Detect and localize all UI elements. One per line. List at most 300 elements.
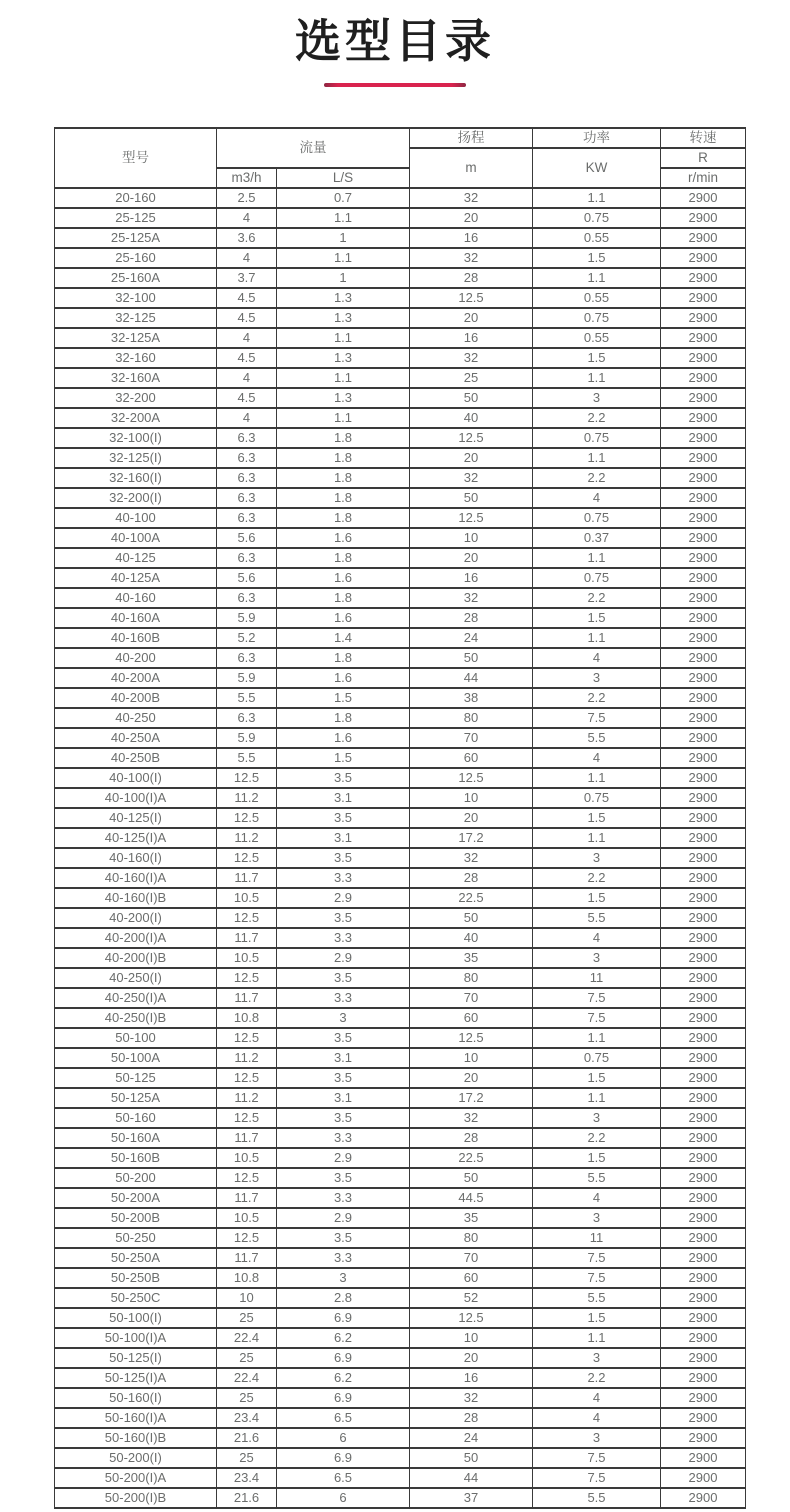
cell-power-kw: 5.5	[533, 1488, 661, 1508]
cell-model: 40-160	[55, 588, 217, 608]
cell-flow-m3h: 4	[217, 248, 277, 268]
cell-speed-rmin: 2900	[661, 1208, 746, 1228]
cell-flow-m3h: 6.3	[217, 508, 277, 528]
cell-power-kw: 3	[533, 1428, 661, 1448]
cell-flow-m3h: 11.2	[217, 1088, 277, 1108]
cell-power-kw: 3	[533, 1208, 661, 1228]
cell-flow-ls: 1.1	[277, 408, 410, 428]
cell-model: 40-100(I)A	[55, 788, 217, 808]
cell-model: 40-160(I)A	[55, 868, 217, 888]
table-row	[55, 428, 746, 448]
cell-flow-ls: 3.5	[277, 968, 410, 988]
cell-head-m: 16	[410, 328, 533, 348]
cell-flow-ls: 1.3	[277, 288, 410, 308]
cell-flow-ls: 1.3	[277, 308, 410, 328]
cell-head-m: 12.5	[410, 768, 533, 788]
cell-flow-m3h: 4	[217, 328, 277, 348]
cell-model: 50-100(I)	[55, 1308, 217, 1328]
cell-head-m: 37	[410, 1488, 533, 1508]
cell-model: 25-125A	[55, 228, 217, 248]
cell-model: 50-200	[55, 1168, 217, 1188]
cell-flow-m3h: 5.6	[217, 568, 277, 588]
unit-power-kw: KW	[533, 148, 661, 188]
cell-head-m: 20	[410, 1348, 533, 1368]
cell-speed-rmin: 2900	[661, 468, 746, 488]
cell-flow-m3h: 6.3	[217, 588, 277, 608]
cell-speed-rmin: 2900	[661, 388, 746, 408]
cell-flow-m3h: 11.7	[217, 988, 277, 1008]
cell-model: 50-200(I)B	[55, 1488, 217, 1508]
cell-flow-ls: 3.5	[277, 1028, 410, 1048]
column-header-power: 功率	[533, 128, 661, 148]
cell-flow-m3h: 11.7	[217, 1188, 277, 1208]
cell-power-kw: 0.55	[533, 328, 661, 348]
table-row	[55, 708, 746, 728]
cell-head-m: 52	[410, 1288, 533, 1308]
cell-head-m: 32	[410, 1108, 533, 1128]
cell-model: 32-200(I)	[55, 488, 217, 508]
table-row	[55, 288, 746, 308]
cell-flow-ls: 2.8	[277, 1288, 410, 1308]
cell-flow-m3h: 5.9	[217, 728, 277, 748]
cell-model: 32-200A	[55, 408, 217, 428]
table-row	[55, 1088, 746, 1108]
cell-head-m: 50	[410, 1168, 533, 1188]
cell-speed-rmin: 2900	[661, 1408, 746, 1428]
cell-power-kw: 3	[533, 848, 661, 868]
cell-model: 40-160(I)B	[55, 888, 217, 908]
unit-speed-rmin: r/min	[661, 168, 746, 188]
cell-speed-rmin: 2900	[661, 368, 746, 388]
cell-power-kw: 1.1	[533, 188, 661, 208]
table-row	[55, 628, 746, 648]
cell-flow-m3h: 10.5	[217, 1208, 277, 1228]
cell-speed-rmin: 2900	[661, 308, 746, 328]
cell-flow-ls: 1.6	[277, 608, 410, 628]
cell-model: 40-250B	[55, 748, 217, 768]
table-row	[55, 208, 746, 228]
cell-head-m: 40	[410, 408, 533, 428]
cell-model: 40-125(I)	[55, 808, 217, 828]
cell-speed-rmin: 2900	[661, 348, 746, 368]
cell-flow-m3h: 3.6	[217, 228, 277, 248]
cell-head-m: 12.5	[410, 1308, 533, 1328]
cell-model: 40-250	[55, 708, 217, 728]
cell-flow-m3h: 12.5	[217, 1228, 277, 1248]
cell-flow-ls: 6	[277, 1428, 410, 1448]
cell-speed-rmin: 2900	[661, 728, 746, 748]
cell-head-m: 80	[410, 708, 533, 728]
cell-power-kw: 7.5	[533, 708, 661, 728]
cell-power-kw: 4	[533, 1188, 661, 1208]
cell-head-m: 50	[410, 488, 533, 508]
cell-head-m: 50	[410, 1448, 533, 1468]
cell-speed-rmin: 2900	[661, 1248, 746, 1268]
table-row	[55, 1428, 746, 1448]
cell-head-m: 50	[410, 908, 533, 928]
table-row	[55, 908, 746, 928]
cell-head-m: 80	[410, 968, 533, 988]
cell-flow-m3h: 12.5	[217, 1028, 277, 1048]
cell-model: 40-200(I)B	[55, 948, 217, 968]
cell-flow-ls: 3.5	[277, 1068, 410, 1088]
cell-power-kw: 5.5	[533, 1288, 661, 1308]
cell-model: 40-200(I)	[55, 908, 217, 928]
table-row	[55, 228, 746, 248]
table-row	[55, 1488, 746, 1508]
cell-flow-m3h: 4.5	[217, 288, 277, 308]
cell-model: 25-160	[55, 248, 217, 268]
cell-power-kw: 2.2	[533, 1368, 661, 1388]
cell-flow-ls: 3.5	[277, 1108, 410, 1128]
cell-model: 32-100(I)	[55, 428, 217, 448]
table-row	[55, 728, 746, 748]
cell-flow-ls: 3.3	[277, 1128, 410, 1148]
cell-head-m: 10	[410, 1328, 533, 1348]
pump-selection-table	[54, 127, 746, 1509]
cell-speed-rmin: 2900	[661, 1268, 746, 1288]
cell-model: 50-125(I)A	[55, 1368, 217, 1388]
cell-head-m: 16	[410, 1368, 533, 1388]
cell-head-m: 44	[410, 668, 533, 688]
cell-power-kw: 2.2	[533, 468, 661, 488]
cell-model: 40-250A	[55, 728, 217, 748]
table-row	[55, 1048, 746, 1068]
cell-flow-m3h: 21.6	[217, 1488, 277, 1508]
cell-model: 50-125(I)	[55, 1348, 217, 1368]
cell-head-m: 28	[410, 268, 533, 288]
unit-flow-ls: L/S	[277, 168, 410, 188]
cell-flow-ls: 6.9	[277, 1388, 410, 1408]
cell-head-m: 20	[410, 548, 533, 568]
cell-speed-rmin: 2900	[661, 1068, 746, 1088]
table-row	[55, 1328, 746, 1348]
cell-speed-rmin: 2900	[661, 508, 746, 528]
cell-head-m: 20	[410, 808, 533, 828]
table-row	[55, 1128, 746, 1148]
cell-speed-rmin: 2900	[661, 248, 746, 268]
cell-power-kw: 1.1	[533, 1088, 661, 1108]
cell-speed-rmin: 2900	[661, 1088, 746, 1108]
cell-model: 32-160A	[55, 368, 217, 388]
cell-head-m: 20	[410, 448, 533, 468]
table-row	[55, 828, 746, 848]
cell-model: 50-250A	[55, 1248, 217, 1268]
cell-speed-rmin: 2900	[661, 1328, 746, 1348]
cell-head-m: 50	[410, 648, 533, 668]
table-row	[55, 1228, 746, 1248]
cell-power-kw: 11	[533, 968, 661, 988]
cell-head-m: 32	[410, 848, 533, 868]
cell-flow-ls: 2.9	[277, 948, 410, 968]
cell-speed-rmin: 2900	[661, 268, 746, 288]
table-row	[55, 488, 746, 508]
cell-head-m: 60	[410, 1008, 533, 1028]
cell-head-m: 12.5	[410, 288, 533, 308]
cell-model: 32-160	[55, 348, 217, 368]
table-row	[55, 388, 746, 408]
cell-flow-m3h: 11.2	[217, 788, 277, 808]
cell-flow-ls: 6.5	[277, 1408, 410, 1428]
cell-flow-m3h: 6.3	[217, 708, 277, 728]
table-row	[55, 568, 746, 588]
cell-model: 40-100(I)	[55, 768, 217, 788]
cell-speed-rmin: 2900	[661, 1228, 746, 1248]
cell-flow-m3h: 23.4	[217, 1468, 277, 1488]
cell-flow-m3h: 11.7	[217, 1128, 277, 1148]
cell-model: 40-250(I)B	[55, 1008, 217, 1028]
table-row	[55, 528, 746, 548]
cell-power-kw: 1.5	[533, 888, 661, 908]
cell-flow-ls: 3.3	[277, 1248, 410, 1268]
cell-power-kw: 7.5	[533, 1468, 661, 1488]
table-row	[55, 508, 746, 528]
table-row	[55, 1028, 746, 1048]
cell-flow-ls: 1.8	[277, 488, 410, 508]
cell-speed-rmin: 2900	[661, 1448, 746, 1468]
cell-flow-ls: 3.1	[277, 788, 410, 808]
cell-flow-m3h: 10.5	[217, 1148, 277, 1168]
cell-flow-ls: 1.3	[277, 388, 410, 408]
cell-head-m: 17.2	[410, 828, 533, 848]
cell-flow-m3h: 12.5	[217, 1168, 277, 1188]
cell-model: 32-100	[55, 288, 217, 308]
title-divider-line	[324, 83, 466, 87]
cell-power-kw: 0.37	[533, 528, 661, 548]
cell-speed-rmin: 2900	[661, 488, 746, 508]
cell-flow-ls: 6.2	[277, 1368, 410, 1388]
cell-speed-rmin: 2900	[661, 588, 746, 608]
cell-flow-ls: 0.7	[277, 188, 410, 208]
table-row	[55, 408, 746, 428]
cell-flow-m3h: 25	[217, 1448, 277, 1468]
cell-flow-m3h: 6.3	[217, 428, 277, 448]
cell-power-kw: 5.5	[533, 728, 661, 748]
cell-speed-rmin: 2900	[661, 448, 746, 468]
cell-speed-rmin: 2900	[661, 988, 746, 1008]
cell-head-m: 25	[410, 368, 533, 388]
cell-flow-m3h: 3.7	[217, 268, 277, 288]
cell-head-m: 10	[410, 528, 533, 548]
cell-flow-ls: 1.8	[277, 508, 410, 528]
table-row	[55, 188, 746, 208]
table-row	[55, 588, 746, 608]
cell-flow-ls: 1.4	[277, 628, 410, 648]
cell-head-m: 32	[410, 348, 533, 368]
cell-speed-rmin: 2900	[661, 1368, 746, 1388]
cell-model: 40-250(I)	[55, 968, 217, 988]
cell-flow-m3h: 12.5	[217, 808, 277, 828]
cell-flow-ls: 3.1	[277, 828, 410, 848]
cell-speed-rmin: 2900	[661, 1028, 746, 1048]
cell-flow-m3h: 11.2	[217, 828, 277, 848]
cell-flow-ls: 1.8	[277, 448, 410, 468]
cell-power-kw: 1.1	[533, 828, 661, 848]
cell-flow-ls: 1.8	[277, 548, 410, 568]
cell-flow-m3h: 12.5	[217, 1108, 277, 1128]
cell-model: 32-125	[55, 308, 217, 328]
unit-flow-m3h: m3/h	[217, 168, 277, 188]
cell-flow-m3h: 22.4	[217, 1328, 277, 1348]
cell-flow-ls: 3.3	[277, 988, 410, 1008]
cell-head-m: 12.5	[410, 1028, 533, 1048]
cell-model: 50-160(I)A	[55, 1408, 217, 1428]
cell-speed-rmin: 2900	[661, 228, 746, 248]
cell-flow-ls: 3.5	[277, 808, 410, 828]
cell-flow-ls: 2.9	[277, 1148, 410, 1168]
table-row	[55, 688, 746, 708]
cell-speed-rmin: 2900	[661, 788, 746, 808]
cell-model: 50-160	[55, 1108, 217, 1128]
cell-model: 32-125(I)	[55, 448, 217, 468]
cell-model: 32-160(I)	[55, 468, 217, 488]
table-row	[55, 348, 746, 368]
cell-head-m: 32	[410, 468, 533, 488]
table-row	[55, 808, 746, 828]
table-row	[55, 328, 746, 348]
cell-head-m: 50	[410, 388, 533, 408]
cell-flow-m3h: 5.9	[217, 608, 277, 628]
cell-flow-m3h: 12.5	[217, 848, 277, 868]
table-row	[55, 1188, 746, 1208]
cell-power-kw: 1.5	[533, 608, 661, 628]
cell-model: 40-100	[55, 508, 217, 528]
table-row	[55, 1208, 746, 1228]
cell-flow-ls: 3.1	[277, 1088, 410, 1108]
cell-power-kw: 1.5	[533, 1068, 661, 1088]
cell-power-kw: 2.2	[533, 1128, 661, 1148]
table-row	[55, 768, 746, 788]
cell-model: 50-100	[55, 1028, 217, 1048]
table-row	[55, 1008, 746, 1028]
cell-flow-ls: 6.2	[277, 1328, 410, 1348]
cell-power-kw: 0.75	[533, 568, 661, 588]
cell-power-kw: 0.55	[533, 288, 661, 308]
cell-power-kw: 4	[533, 748, 661, 768]
cell-head-m: 24	[410, 1428, 533, 1448]
cell-flow-m3h: 6.3	[217, 448, 277, 468]
cell-speed-rmin: 2900	[661, 928, 746, 948]
cell-model: 50-200A	[55, 1188, 217, 1208]
cell-speed-rmin: 2900	[661, 688, 746, 708]
cell-power-kw: 2.2	[533, 688, 661, 708]
table-row	[55, 1148, 746, 1168]
cell-model: 40-100A	[55, 528, 217, 548]
cell-model: 40-200A	[55, 668, 217, 688]
table-body	[55, 188, 746, 1508]
cell-power-kw: 4	[533, 1408, 661, 1428]
cell-head-m: 60	[410, 748, 533, 768]
cell-power-kw: 1.1	[533, 368, 661, 388]
cell-speed-rmin: 2900	[661, 1308, 746, 1328]
cell-power-kw: 2.2	[533, 868, 661, 888]
cell-power-kw: 7.5	[533, 1008, 661, 1028]
unit-head-m: m	[410, 148, 533, 188]
cell-flow-m3h: 12.5	[217, 968, 277, 988]
cell-power-kw: 4	[533, 928, 661, 948]
cell-flow-m3h: 6.3	[217, 488, 277, 508]
cell-flow-m3h: 5.5	[217, 688, 277, 708]
cell-head-m: 60	[410, 1268, 533, 1288]
cell-flow-m3h: 10	[217, 1288, 277, 1308]
cell-power-kw: 0.75	[533, 428, 661, 448]
cell-flow-ls: 1.6	[277, 728, 410, 748]
cell-speed-rmin: 2900	[661, 408, 746, 428]
cell-flow-ls: 3.5	[277, 768, 410, 788]
table-header	[55, 128, 746, 188]
cell-flow-m3h: 11.7	[217, 928, 277, 948]
cell-flow-m3h: 11.2	[217, 1048, 277, 1068]
table-row	[55, 1388, 746, 1408]
table-row	[55, 848, 746, 868]
table-row	[55, 608, 746, 628]
cell-speed-rmin: 2900	[661, 1008, 746, 1028]
cell-power-kw: 11	[533, 1228, 661, 1248]
cell-power-kw: 3	[533, 388, 661, 408]
cell-power-kw: 3	[533, 1348, 661, 1368]
table-row	[55, 1068, 746, 1088]
cell-model: 50-160(I)	[55, 1388, 217, 1408]
cell-flow-ls: 3.5	[277, 908, 410, 928]
cell-flow-m3h: 4	[217, 408, 277, 428]
page-title: 选型目录	[295, 15, 495, 67]
cell-speed-rmin: 2900	[661, 848, 746, 868]
cell-flow-m3h: 10.5	[217, 948, 277, 968]
cell-model: 50-200(I)A	[55, 1468, 217, 1488]
table-row	[55, 1268, 746, 1288]
table-row	[55, 368, 746, 388]
table-row	[55, 1368, 746, 1388]
cell-speed-rmin: 2900	[661, 868, 746, 888]
cell-head-m: 28	[410, 608, 533, 628]
cell-speed-rmin: 2900	[661, 528, 746, 548]
cell-head-m: 28	[410, 1408, 533, 1428]
table-row	[55, 448, 746, 468]
cell-flow-ls: 6.5	[277, 1468, 410, 1488]
cell-flow-ls: 6.9	[277, 1348, 410, 1368]
cell-model: 50-125A	[55, 1088, 217, 1108]
cell-head-m: 32	[410, 588, 533, 608]
cell-model: 40-200(I)A	[55, 928, 217, 948]
table-row	[55, 1168, 746, 1188]
table-row	[55, 888, 746, 908]
table-row	[55, 1288, 746, 1308]
cell-model: 50-250C	[55, 1288, 217, 1308]
column-header-head: 扬程	[410, 128, 533, 148]
cell-head-m: 17.2	[410, 1088, 533, 1108]
cell-flow-m3h: 10.8	[217, 1268, 277, 1288]
table-row	[55, 988, 746, 1008]
cell-flow-ls: 3.5	[277, 1228, 410, 1248]
table-row	[55, 1348, 746, 1368]
cell-speed-rmin: 2900	[661, 1108, 746, 1128]
cell-power-kw: 1.5	[533, 1148, 661, 1168]
cell-flow-m3h: 11.7	[217, 1248, 277, 1268]
cell-power-kw: 7.5	[533, 1448, 661, 1468]
cell-flow-ls: 1.6	[277, 668, 410, 688]
cell-flow-ls: 1.6	[277, 568, 410, 588]
cell-head-m: 44.5	[410, 1188, 533, 1208]
cell-model: 40-125	[55, 548, 217, 568]
cell-head-m: 32	[410, 248, 533, 268]
cell-flow-ls: 1.8	[277, 708, 410, 728]
cell-flow-m3h: 10.5	[217, 888, 277, 908]
cell-model: 40-160B	[55, 628, 217, 648]
cell-head-m: 22.5	[410, 888, 533, 908]
cell-speed-rmin: 2900	[661, 208, 746, 228]
cell-power-kw: 0.75	[533, 208, 661, 228]
cell-flow-m3h: 5.6	[217, 528, 277, 548]
